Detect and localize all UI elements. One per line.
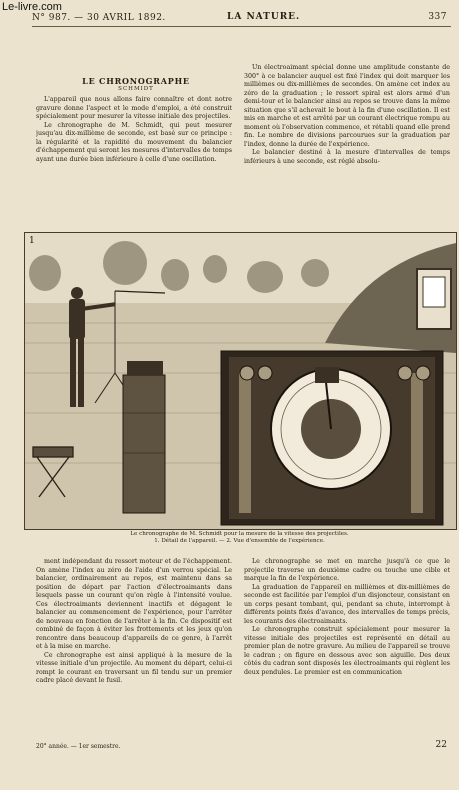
paragraph: La graduation de l'appareil en millièmes et dix-millièmes de seconde est facilitée par l'emploi d'un disjoncteur, consistant en un corps pesant tombant, qui, pendant sa chute, interrompt à différents points fixés d'avance, des intervalles de temps précis, les courants des électroaimants. <box>244 583 450 625</box>
right-top-column <box>244 64 450 216</box>
bottom-left-column <box>36 558 232 738</box>
caption-line: 1. Détail de l'appareil. — 2. Vue d'ensemble de l'expérience. <box>154 538 325 544</box>
figure-caption <box>24 531 455 545</box>
article-title: LE CHRONOGRAPHE <box>82 76 190 86</box>
page-header <box>32 12 451 27</box>
figure-number: 1 <box>29 236 35 246</box>
volume-info: 20° année. — 1er semestre. <box>36 743 121 750</box>
watermark: Le-livre.com <box>2 1 62 13</box>
bottom-right-column <box>244 558 450 738</box>
engraving-illustration <box>25 233 456 529</box>
paragraph: Le chronographe construit spécialement pour mesurer la vitesse initiale des projectiles est représenté en détail au premier plan de notre gravure. Au milieu de l'appareil se trouve le cadran ; on figure en dessous avec son aiguille. Des deux côtés du cadran sont disposés les électroaimants qui règlent les deux pendules. Le premier est en communication <box>244 626 450 676</box>
page-number: 337 <box>428 12 447 22</box>
paragraph: ment indépendant du ressort moteur et de l'échappement. On amène l'index au zéro de l'aide d'un verrou spécial. Le balancier, ordinairement au repos, est maintenu dans sa position de départ par l'action d'électroaimants dans lesquels passe un courant qu'on règle à l'intensité voulue. Ces électroaimants deviennent inactifs et dégagent le balancier au commencement de l'expérience, pour l'arrêter de nouveau en fonction de l'arrêter à la fin. Ce dispositif est combiné de façon à éviter les frottements et les jeux qu'on rencontre dans beaucoup d'appareils de ce genre, à l'arrêt et à la mise en marche. <box>36 558 232 650</box>
article-subtitle: SCHMIDT <box>118 86 154 92</box>
paragraph: Ce chronographe est ainsi appliqué à la mesure de la vitesse initiale d'un projectile. Au moment du départ, celui-ci rompt le courant en traversant un fil tendu sur un premier cadre placé devant le fusil. <box>36 651 232 684</box>
footer-page-number: 22 <box>435 740 447 750</box>
intro-column <box>36 96 232 214</box>
paragraph: L'appareil que nous allons faire connaître et dont notre gravure donne l'aspect et le mode d'emploi, a été construit spécialement pour mesurer la vitesse initiale des projectiles. <box>36 96 232 120</box>
paragraph: Le balancier destiné à la mesure d'intervalles de temps inférieurs à une seconde, est réglé absolu- <box>244 149 450 165</box>
issue-date: N° 987. — 30 AVRIL 1892. <box>32 13 166 23</box>
paragraph: Un électroaimant spécial donne une amplitude constante de 300° à ce balancier auquel est fixé l'index qui doit marquer les millièmes ou dix-millièmes de secondes. On amène cet index au zéro de la graduation ; le ressort spiral est alors armé d'un demi-tour et le balancier ainsi au repos se trouve dans la même situation que s'il achevait le bout à la fin d'une oscillation. Il est mis en marche et est arrêté par un courant électrique rompu au moment où l'observation commence, et rétabli quand elle prend fin. Le nombre de divisions parcourues sur la graduation par l'index, donne la durée de l'expérience. <box>244 64 450 148</box>
caption-line: Le chronographe de M. Schmidt pour la mesure de la vitesse des projectiles. <box>130 531 349 537</box>
journal-name: LA NATURE. <box>227 12 301 22</box>
paragraph: Le chronographe se met en marche jusqu'à ce que le projectile traverse un deuxième cadre ou touche une cible et marque la fin de l'expérience. <box>244 558 450 582</box>
engraving-figure <box>24 232 457 530</box>
paragraph: Le chronographe de M. Schmidt, qui peut mesurer jusqu'au dix-millième de seconde, est basé sur ce principe : la régularité et la rapidité du mouvement du balancier d'échappement qui seront les mesures d'intervalles de temps ayant une durée bien inférieure à celle d'une oscillation. <box>36 121 232 163</box>
